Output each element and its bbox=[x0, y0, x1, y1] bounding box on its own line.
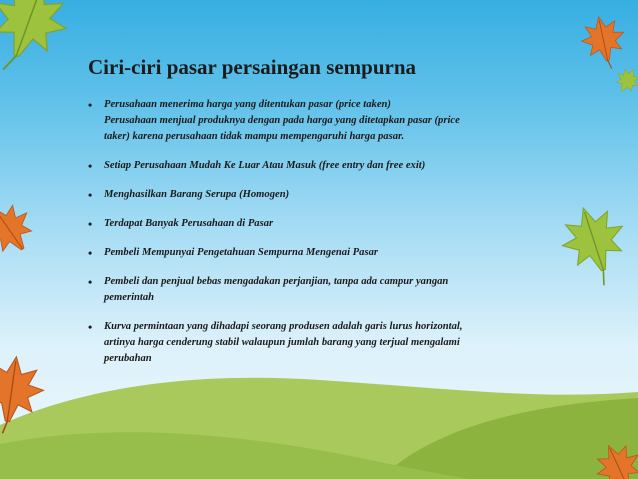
bullet-icon: • bbox=[88, 275, 93, 289]
bullet-item bbox=[88, 319, 558, 367]
bullet-text: Perusahaan menjual produknya dengan pada harga yang ditetapkan pasar (price bbox=[104, 115, 460, 126]
leaf-top-right bbox=[577, 12, 630, 73]
bullet-icon: • bbox=[88, 188, 93, 202]
bullet-icon: • bbox=[88, 320, 93, 334]
bullet-icon: • bbox=[88, 246, 93, 260]
bullet-item bbox=[88, 274, 558, 306]
leaf-top-left bbox=[0, 0, 78, 85]
bullet-text: Perusahaan menerima harga yang ditentukan pasar (price taken) bbox=[104, 99, 391, 110]
bullet-item bbox=[88, 216, 558, 232]
bullet-icon: • bbox=[88, 98, 93, 112]
bullet-text: Terdapat Banyak Perusahaan di Pasar bbox=[104, 218, 274, 229]
leaf-right bbox=[553, 198, 638, 293]
bullet-text: Pembeli Mempunyai Pengetahuan Sempurna Mengenai Pasar bbox=[104, 247, 378, 258]
bullet-text: taker) karena perusahaan tidak mampu mempengaruhi harga pasar. bbox=[104, 131, 405, 142]
bullet-text: Kurva permintaan yang dihadapi seorang produsen adalah garis lurus horizontal, bbox=[104, 321, 463, 332]
bullet-text: pemerintah bbox=[104, 292, 155, 303]
slide-title: Ciri-ciri pasar persaingan sempurna bbox=[88, 55, 417, 79]
bullet-icon: • bbox=[88, 217, 93, 231]
bullet-icon: • bbox=[88, 159, 93, 173]
bullet-text: Menghasilkan Barang Serupa (Homogen) bbox=[104, 189, 290, 200]
bullet-item bbox=[88, 97, 558, 145]
bullet-item bbox=[88, 158, 558, 174]
bullet-text: Pembeli dan penjual bebas mengadakan perjanjian, tanpa ada campur yangan bbox=[104, 276, 449, 287]
bullet-list bbox=[88, 97, 558, 380]
bullet-text: artinya harga cenderung stabil walaupun jumlah barang yang terjual mengalami bbox=[104, 337, 460, 348]
bullet-item bbox=[88, 245, 558, 261]
leaf-left-middle bbox=[0, 195, 42, 263]
bullet-text: perubahan bbox=[104, 353, 152, 364]
bullet-text: Setiap Perusahaan Mudah Ke Luar Atau Masuk (free entry dan free exit) bbox=[104, 160, 426, 171]
leaf-right-top-small bbox=[611, 64, 638, 97]
bullet-item bbox=[88, 187, 558, 203]
